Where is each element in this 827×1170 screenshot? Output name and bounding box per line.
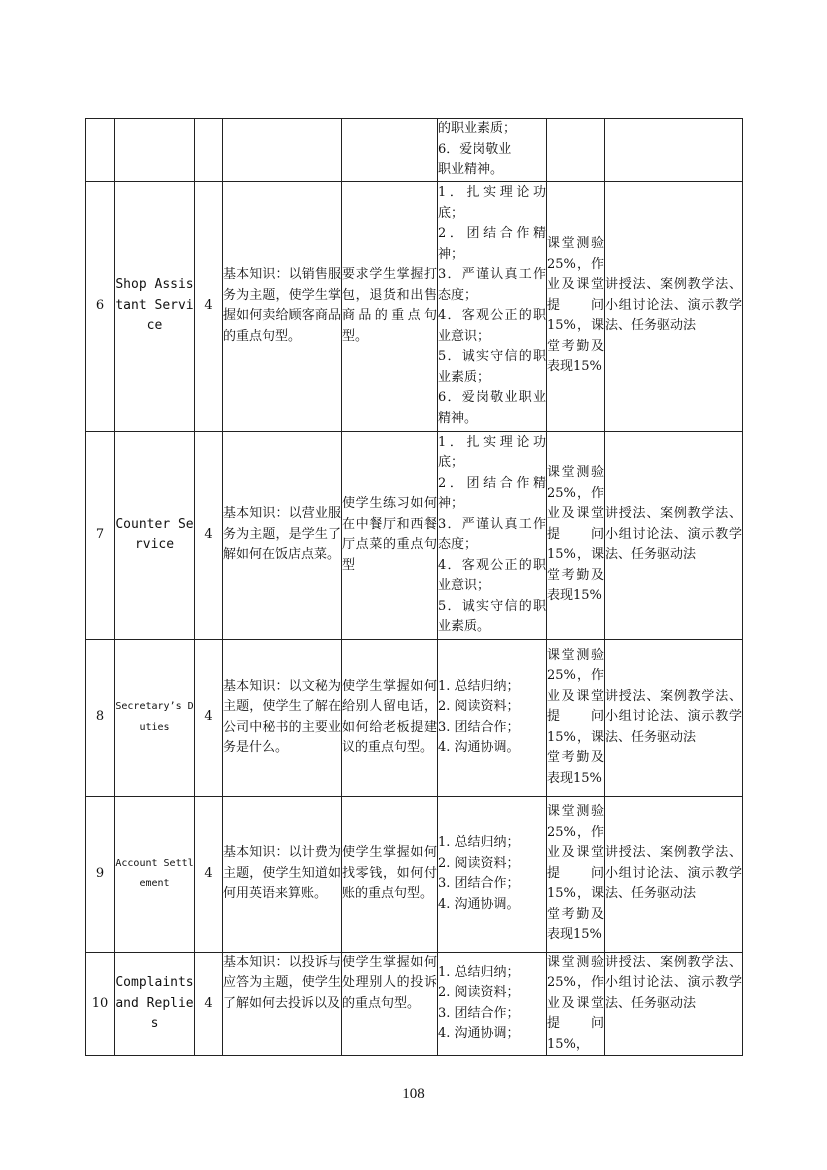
course-title <box>115 119 195 182</box>
table-row <box>86 796 743 952</box>
course-title: Secretary’s Duties <box>115 639 195 796</box>
requirement-cell: 使学生掌握如何处理别人的投诉的重点句型。 <box>342 952 438 1056</box>
hours-cell: 4 <box>195 181 223 431</box>
method-cell: 讲授法、案例教学法、 小组讨论法、演示教学法、任务驱动法 <box>605 431 743 639</box>
method-cell: 讲授法、案例教学法、 小组讨论法、演示教学法、任务驱动法 <box>605 639 743 796</box>
goals-cell: 1．扎实理论功底； 2．团结合作精神； 3．严谨认真工作态度； 4．客观公正的职业意识； 5．诚实守信的职业素质。 <box>438 431 547 639</box>
course-title: Account Settlement <box>115 796 195 952</box>
hours-cell: 4 <box>195 431 223 639</box>
table-row <box>86 952 743 1056</box>
content-cell: 基本知识：以投诉与应答为主题，使学生了解如何去投诉以及 <box>223 952 342 1056</box>
course-title: Complaints and Replies <box>115 952 195 1056</box>
row-number: 10 <box>86 952 115 1056</box>
goals-cell: 的职业素质； 6．爱岗敬业 职业精神。 <box>438 119 547 182</box>
assessment-cell: 课堂测验25%，作业及课堂提问15%， <box>547 952 605 1056</box>
hours-cell <box>195 119 223 182</box>
syllabus-table <box>85 118 743 1056</box>
content-cell: 基本知识：以营业服务为主题，是学生了解如何在饭店点菜。 <box>223 431 342 639</box>
course-title: Counter Service <box>115 431 195 639</box>
row-number: 7 <box>86 431 115 639</box>
method-cell: 讲授法、案例教学法、 小组讨论法、演示教学法、任务驱动法 <box>605 181 743 431</box>
requirement-cell: 使学生练习如何在中餐厅和西餐厅点菜的重点句型 <box>342 431 438 639</box>
assessment-cell: 课堂测验25%，作业及课堂提问15%，课堂考勤及表现15% <box>547 639 605 796</box>
goals-cell: 1. 总结归纳； 2. 阅读资料； 3. 团结合作； 4. 沟通协调。 <box>438 796 547 952</box>
content-cell: 基本知识：以计费为主题，使学生知道如何用英语来算账。 <box>223 796 342 952</box>
requirement-cell <box>342 119 438 182</box>
course-title: Shop Assistant Service <box>115 181 195 431</box>
content-cell: 基本知识：以文秘为主题，使学生了解在公司中秘书的主要业务是什么。 <box>223 639 342 796</box>
page-number: 108 <box>402 1086 425 1102</box>
table-row <box>86 431 743 639</box>
requirement-cell: 使学生掌握如何找零钱，如何付账的重点句型。 <box>342 796 438 952</box>
table-row <box>86 639 743 796</box>
hours-cell: 4 <box>195 639 223 796</box>
method-cell: 讲授法、案例教学法、 小组讨论法、演示教学法、任务驱动法 <box>605 796 743 952</box>
assessment-cell: 课堂测验25%，作业及课堂提问15%，课堂考勤及表现15% <box>547 431 605 639</box>
goals-cell: 1. 总结归纳； 2. 阅读资料； 3. 团结合作； 4. 沟通协调； <box>438 952 547 1056</box>
method-cell <box>605 119 743 182</box>
hours-cell: 4 <box>195 952 223 1056</box>
content-cell: 基本知识：以销售服务为主题，使学生掌握如何卖给顾客商品的重点句型。 <box>223 181 342 431</box>
goals-cell: 1．扎实理论功底； 2．团结合作精神； 3．严谨认真工作态度； 4．客观公正的职业意识； 5．诚实守信的职业素质； 6．爱岗敬业职业精神。 <box>438 181 547 431</box>
row-number: 9 <box>86 796 115 952</box>
row-number: 6 <box>86 181 115 431</box>
assessment-cell: 课堂测验25%，作业及课堂提问15%，课堂考勤及表现15% <box>547 181 605 431</box>
row-number <box>86 119 115 182</box>
requirement-cell: 要求学生掌握打包，退货和出售商品的重点句型。 <box>342 181 438 431</box>
assessment-cell: 课堂测验25%，作业及课堂提问15%，课堂考勤及表现15% <box>547 796 605 952</box>
hours-cell: 4 <box>195 796 223 952</box>
content-cell <box>223 119 342 182</box>
method-cell: 讲授法、案例教学法、 小组讨论法、演示教学法、任务驱动法 <box>605 952 743 1056</box>
assessment-cell <box>547 119 605 182</box>
table-row <box>86 181 743 431</box>
goals-cell: 1. 总结归纳； 2. 阅读资料； 3. 团结合作； 4. 沟通协调。 <box>438 639 547 796</box>
requirement-cell: 使学生掌握如何给别人留电话，如何给老板提建议的重点句型。 <box>342 639 438 796</box>
table-row <box>86 119 743 182</box>
row-number: 8 <box>86 639 115 796</box>
